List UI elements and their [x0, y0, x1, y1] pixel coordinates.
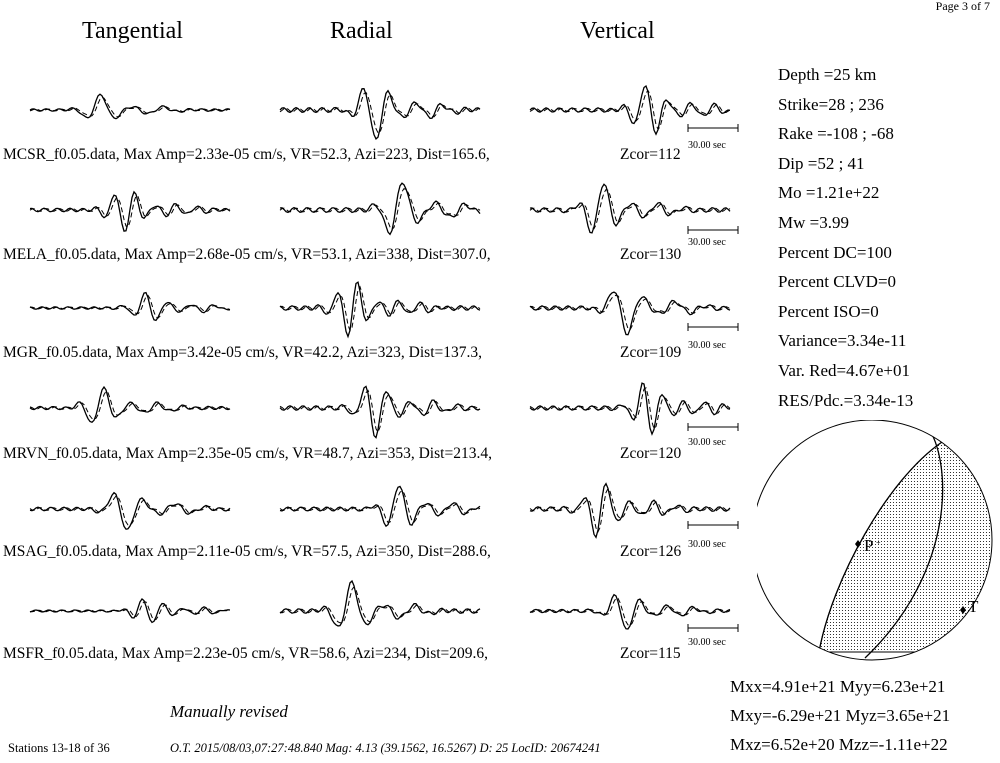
column-title-radial: Radial	[330, 18, 393, 44]
tensor-line: Mxz=6.52e+20 Mzz=-1.11e+22	[730, 735, 948, 754]
synthetic-waveform	[30, 295, 230, 318]
tensor-line: Mxx=4.91e+21 Myy=6.23e+21	[730, 677, 946, 696]
station-caption: MSFR_f0.05.data, Max Amp=2.23e-05 cm/s, VR=58.6, Azi=234, Dist=209.6,	[3, 645, 489, 662]
synthetic-waveform	[530, 388, 730, 429]
zcor-label: Zcor=126	[620, 543, 682, 560]
param-var-red: Var. Red=4.67e+01	[778, 360, 911, 380]
param-variance: Variance=3.34e-11	[778, 331, 907, 351]
footer-origin-info: O.T. 2015/08/03,07:27:48.840 Mag: 4.13 (39.1562, 16.5267) D: 25 LocID: 20674241	[170, 741, 601, 755]
column-title-vertical: Vertical	[580, 18, 655, 44]
scale-bar	[688, 521, 738, 529]
tensor-line: Mxy=-6.29e+21 Myz=3.65e+21	[730, 706, 951, 725]
observed-waveform	[280, 487, 480, 527]
zcor-label: Zcor=120	[620, 445, 682, 462]
observed-waveform	[280, 183, 480, 234]
revision-note: Manually revised	[170, 702, 288, 721]
station-row	[0, 459, 760, 559]
param-percent-iso: Percent ISO=0	[778, 301, 879, 321]
scale-bar-label: 30.00 sec	[688, 140, 726, 151]
observed-waveform	[280, 581, 480, 626]
station-caption: MSAG_f0.05.data, Max Amp=2.11e-05 cm/s, VR=57.5, Azi=350, Dist=288.6,	[3, 543, 491, 560]
scale-bar-label: 30.00 sec	[688, 437, 726, 448]
scale-bar	[688, 323, 738, 331]
footer-stations: Stations 13-18 of 36	[8, 741, 110, 755]
observed-waveform	[30, 493, 230, 530]
param-percent-dc: Percent DC=100	[778, 242, 892, 262]
param-strike: Strike=28 ; 236	[778, 94, 884, 114]
observed-waveform	[280, 386, 480, 437]
scale-bar	[688, 624, 738, 632]
scale-bar	[688, 226, 738, 234]
station-row	[0, 62, 760, 162]
station-caption: MRVN_f0.05.data, Max Amp=2.35e-05 cm/s, VR=48.7, Azi=353, Dist=213.4,	[3, 445, 492, 462]
observed-waveform	[30, 293, 230, 321]
zcor-label: Zcor=130	[620, 246, 682, 263]
station-row	[0, 164, 760, 264]
p-axis-label: P	[864, 536, 874, 555]
param-rake: Rake =-108 ; -68	[778, 124, 894, 144]
synthetic-waveform	[280, 587, 480, 623]
param-res-pdc: RES/Pdc.=3.34e-13	[778, 390, 914, 410]
synthetic-waveform	[30, 97, 230, 117]
column-title-tangential: Tangential	[82, 18, 183, 44]
p-axis-sign: +	[876, 538, 881, 547]
scale-bar-label: 30.00 sec	[688, 539, 726, 550]
synthetic-waveform	[530, 91, 730, 130]
param-mo: Mo =1.21e+22	[778, 183, 880, 203]
synthetic-waveform	[30, 391, 230, 419]
observed-waveform	[280, 282, 480, 336]
station-caption: MELA_f0.05.data, Max Amp=2.68e-05 cm/s, VR=53.1, Azi=338, Dist=307.0,	[3, 246, 491, 263]
station-row	[0, 562, 760, 662]
observed-waveform	[280, 89, 480, 139]
param-percent-clvd: Percent CLVD=0	[778, 272, 897, 292]
scale-bar	[688, 124, 738, 132]
scale-bar-label: 30.00 sec	[688, 637, 726, 648]
param-depth: Depth =25 km	[778, 65, 877, 84]
t-axis-label: T	[968, 597, 979, 616]
observed-waveform	[30, 192, 230, 231]
station-row	[0, 361, 760, 461]
page-number: Page 3 of 7	[935, 0, 990, 13]
zcor-label: Zcor=109	[620, 344, 682, 361]
zcor-label: Zcor=112	[620, 146, 681, 163]
param-dip: Dip =52 ; 41	[778, 153, 865, 173]
moment-tensor	[730, 672, 950, 759]
solution-parameters	[778, 60, 913, 415]
observed-waveform	[30, 599, 230, 622]
zcor-label: Zcor=115	[620, 645, 681, 662]
observed-waveform	[30, 94, 230, 119]
station-caption: MCSR_f0.05.data, Max Amp=2.33e-05 cm/s, VR=52.3, Azi=223, Dist=165.6,	[3, 146, 490, 163]
focal-mechanism-beachball	[757, 420, 997, 670]
scale-bar-label: 30.00 sec	[688, 340, 726, 351]
scale-bar-label: 30.00 sec	[688, 237, 726, 248]
synthetic-waveform	[530, 295, 730, 330]
station-caption: MGR_f0.05.data, Max Amp=3.42e-05 cm/s, VR=42.2, Azi=323, Dist=137.3,	[3, 344, 482, 361]
scale-bar	[688, 423, 738, 431]
synthetic-waveform	[280, 287, 480, 331]
observed-waveform	[530, 292, 730, 335]
station-row	[0, 261, 760, 361]
synthetic-waveform	[280, 390, 480, 432]
param-mw: Mw =3.99	[778, 212, 849, 232]
